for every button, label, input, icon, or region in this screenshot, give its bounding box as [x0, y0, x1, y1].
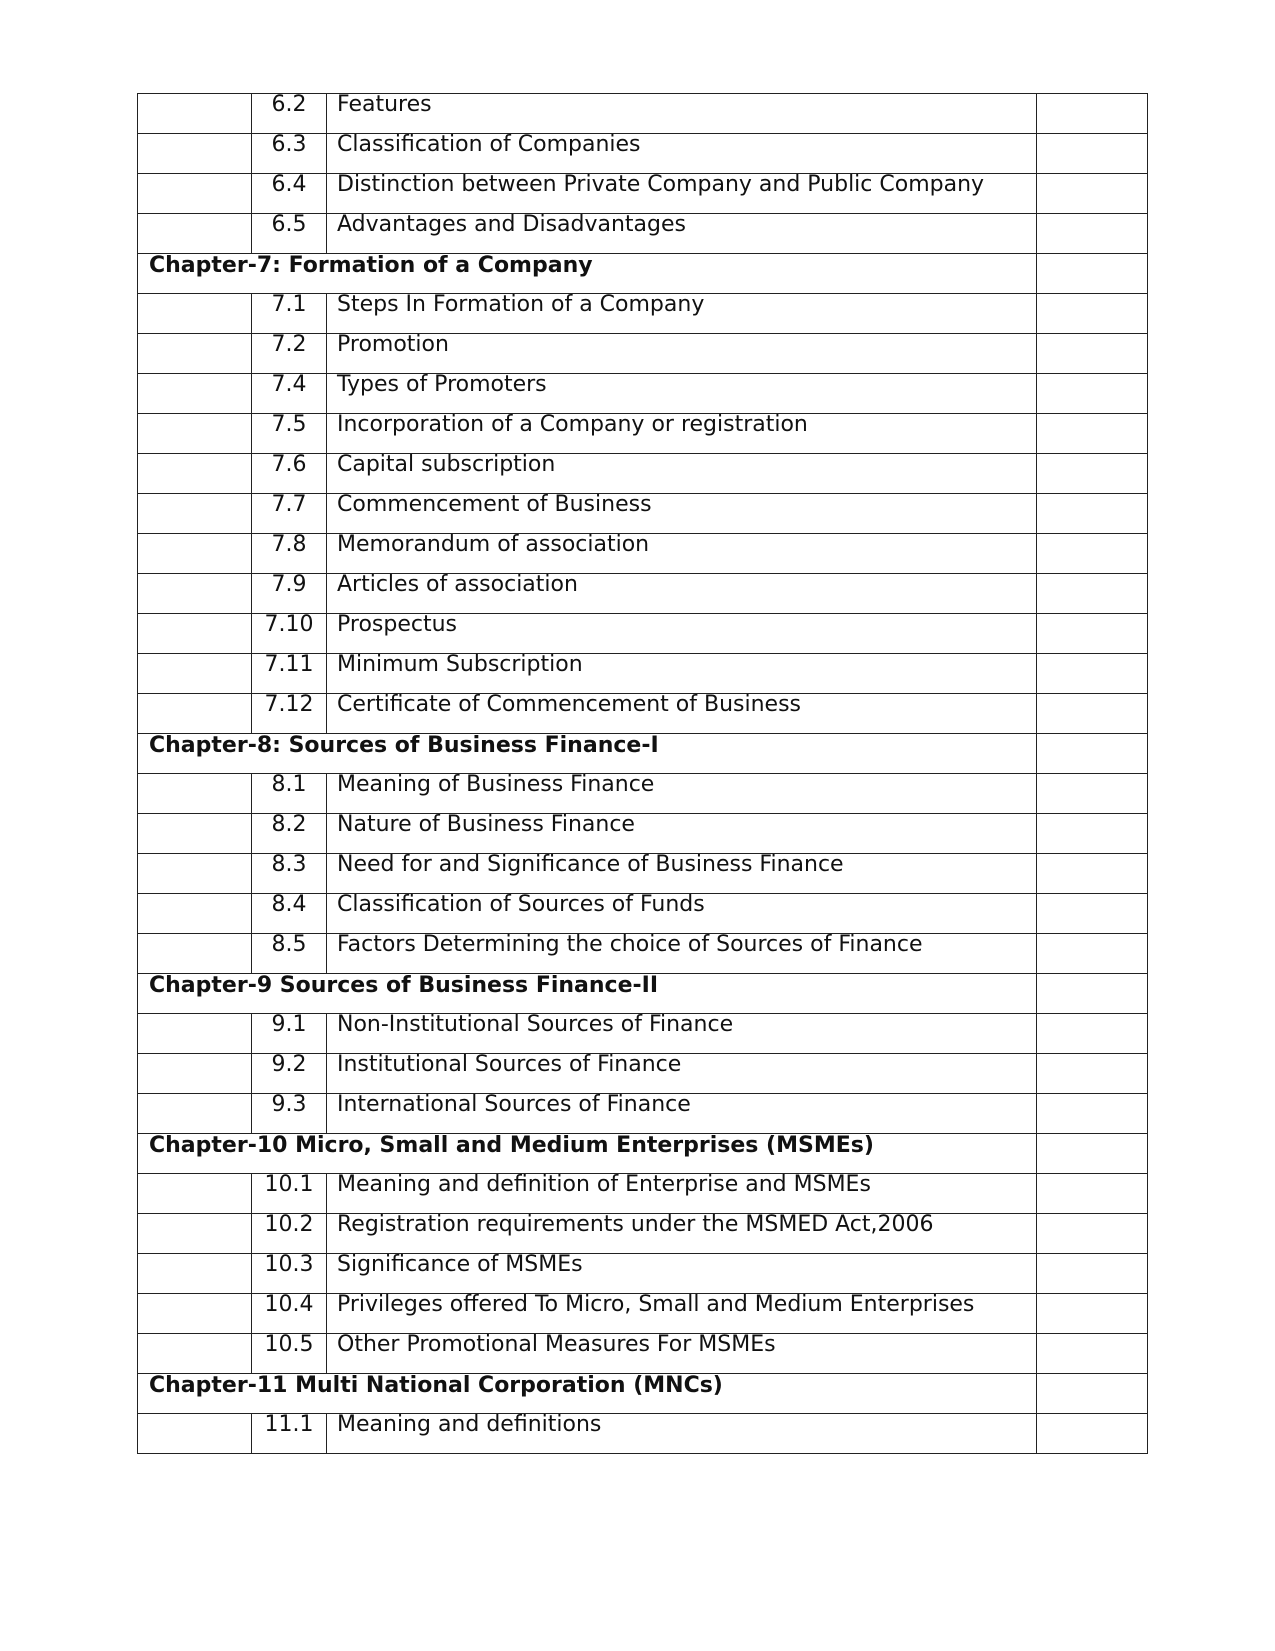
topic-cell [327, 814, 1037, 854]
blank-cell-right [1037, 574, 1148, 614]
blank-cell-left [138, 374, 252, 414]
topic-cell [327, 774, 1037, 814]
section-number: 6.3 [271, 133, 307, 157]
section-number: 6.2 [271, 93, 307, 117]
topic-text: Steps In Formation of a Company [337, 293, 705, 317]
section-number-cell [252, 574, 327, 614]
blank-cell-left [138, 214, 252, 254]
blank-cell-right [1037, 1294, 1148, 1334]
section-number: 10.4 [264, 1293, 314, 1317]
topic-cell [327, 694, 1037, 734]
section-number-cell [252, 1214, 327, 1254]
section-number: 11.1 [264, 1413, 314, 1437]
blank-cell-left [138, 454, 252, 494]
blank-cell-right [1037, 1254, 1148, 1294]
table-row [138, 174, 1148, 214]
topic-text: Meaning and definitions [337, 1413, 602, 1437]
blank-cell-left [138, 1294, 252, 1334]
topic-cell [327, 934, 1037, 974]
section-number-cell [252, 894, 327, 934]
table-row [138, 1054, 1148, 1094]
topic-text: Types of Promoters [337, 373, 547, 397]
blank-cell-right [1037, 374, 1148, 414]
topic-text: Prospectus [337, 613, 457, 637]
topic-text: Promotion [337, 333, 449, 357]
blank-cell-left [138, 174, 252, 214]
chapter-heading-row [138, 974, 1148, 1014]
blank-cell-right [1037, 174, 1148, 214]
section-number: 7.2 [271, 333, 307, 357]
section-number-cell [252, 414, 327, 454]
blank-cell-left [138, 134, 252, 174]
topic-cell [327, 1294, 1037, 1334]
chapter-title [138, 254, 1037, 294]
section-number-cell [252, 214, 327, 254]
blank-cell-right [1037, 1174, 1148, 1214]
section-number-cell [252, 854, 327, 894]
blank-cell-right [1037, 1214, 1148, 1254]
table-row [138, 534, 1148, 574]
blank-cell-right [1037, 494, 1148, 534]
blank-cell-right [1037, 1094, 1148, 1134]
section-number: 7.5 [271, 413, 307, 437]
topic-text: Distinction between Private Company and Public Company [337, 173, 985, 197]
table-row [138, 334, 1148, 374]
table-row [138, 294, 1148, 334]
blank-cell-left [138, 94, 252, 134]
blank-cell-left [138, 1414, 252, 1454]
topic-text: Articles of association [337, 573, 578, 597]
blank-cell-left [138, 934, 252, 974]
topic-text: Other Promotional Measures For MSMEs [337, 1333, 776, 1357]
table-row [138, 854, 1148, 894]
blank-cell-left [138, 654, 252, 694]
section-number: 7.1 [271, 293, 307, 317]
topic-cell [327, 894, 1037, 934]
section-number-cell [252, 1254, 327, 1294]
topic-text: Institutional Sources of Finance [337, 1053, 682, 1077]
chapter-title [138, 974, 1037, 1014]
table-row [138, 414, 1148, 454]
blank-cell-left [138, 494, 252, 534]
blank-cell-left [138, 1334, 252, 1374]
section-number-cell [252, 694, 327, 734]
topic-cell [327, 574, 1037, 614]
chapter-heading-row [138, 734, 1148, 774]
table-row [138, 94, 1148, 134]
chapter-heading-row [138, 1374, 1148, 1414]
table-row [138, 894, 1148, 934]
topic-text: Meaning and definition of Enterprise and MSMEs [337, 1173, 871, 1197]
section-number-cell [252, 1294, 327, 1334]
topic-cell [327, 1054, 1037, 1094]
topic-text: Commencement of Business [337, 493, 652, 517]
syllabus-table [137, 93, 1148, 1454]
section-number-cell [252, 174, 327, 214]
topic-cell [327, 454, 1037, 494]
section-number: 10.2 [264, 1213, 314, 1237]
chapter-heading-row [138, 1134, 1148, 1174]
table-row [138, 1294, 1148, 1334]
table-row [138, 374, 1148, 414]
section-number: 8.5 [271, 933, 307, 957]
section-number-cell [252, 534, 327, 574]
table-row [138, 934, 1148, 974]
blank-cell-left [138, 1094, 252, 1134]
topic-cell [327, 1414, 1037, 1454]
section-number: 7.9 [271, 573, 307, 597]
blank-cell-right [1037, 934, 1148, 974]
section-number: 10.5 [264, 1333, 314, 1357]
topic-cell [327, 174, 1037, 214]
section-number: 9.2 [271, 1053, 307, 1077]
table-row [138, 1214, 1148, 1254]
section-number: 7.10 [264, 613, 314, 637]
blank-cell-right [1037, 1374, 1148, 1414]
topic-cell [327, 1094, 1037, 1134]
table-row [138, 1174, 1148, 1214]
table-row [138, 1094, 1148, 1134]
blank-cell-left [138, 334, 252, 374]
section-number: 7.7 [271, 493, 307, 517]
topic-cell [327, 614, 1037, 654]
table-row [138, 1254, 1148, 1294]
section-number: 8.2 [271, 813, 307, 837]
section-number-cell [252, 374, 327, 414]
section-number: 10.1 [264, 1173, 314, 1197]
blank-cell-right [1037, 1414, 1148, 1454]
topic-text: International Sources of Finance [337, 1093, 691, 1117]
chapter-heading-row [138, 254, 1148, 294]
blank-cell-left [138, 694, 252, 734]
topic-cell [327, 1334, 1037, 1374]
blank-cell-right [1037, 974, 1148, 1014]
section-number: 7.4 [271, 373, 307, 397]
section-number-cell [252, 654, 327, 694]
blank-cell-right [1037, 1054, 1148, 1094]
section-number-cell [252, 774, 327, 814]
section-number-cell [252, 454, 327, 494]
table-row [138, 574, 1148, 614]
topic-cell [327, 534, 1037, 574]
blank-cell-left [138, 1014, 252, 1054]
blank-cell-left [138, 894, 252, 934]
section-number-cell [252, 1054, 327, 1094]
blank-cell-right [1037, 654, 1148, 694]
topic-text: Factors Determining the choice of Sources of Finance [337, 933, 923, 957]
blank-cell-left [138, 1254, 252, 1294]
blank-cell-right [1037, 294, 1148, 334]
section-number: 6.4 [271, 173, 307, 197]
section-number-cell [252, 934, 327, 974]
blank-cell-left [138, 574, 252, 614]
chapter-title-text: Chapter-9 Sources of Business Finance-II [149, 973, 659, 998]
blank-cell-right [1037, 734, 1148, 774]
table-row [138, 1414, 1148, 1454]
blank-cell-left [138, 294, 252, 334]
topic-text: Nature of Business Finance [337, 813, 635, 837]
topic-cell [327, 854, 1037, 894]
table-row [138, 694, 1148, 734]
chapter-title-text: Chapter-11 Multi National Corporation (MNCs) [149, 1373, 723, 1398]
blank-cell-left [138, 1174, 252, 1214]
section-number-cell [252, 1334, 327, 1374]
syllabus-table-body [138, 94, 1148, 1454]
blank-cell-right [1037, 534, 1148, 574]
section-number: 7.11 [264, 653, 314, 677]
section-number-cell [252, 494, 327, 534]
topic-cell [327, 1014, 1037, 1054]
topic-cell [327, 374, 1037, 414]
table-row [138, 614, 1148, 654]
blank-cell-left [138, 414, 252, 454]
table-row [138, 134, 1148, 174]
table-row [138, 774, 1148, 814]
topic-text: Registration requirements under the MSMED Act,2006 [337, 1213, 934, 1237]
topic-text: Advantages and Disadvantages [337, 213, 686, 237]
section-number: 6.5 [271, 213, 307, 237]
topic-cell [327, 654, 1037, 694]
blank-cell-left [138, 774, 252, 814]
table-row [138, 494, 1148, 534]
table-row [138, 214, 1148, 254]
section-number-cell [252, 1094, 327, 1134]
topic-text: Minimum Subscription [337, 653, 583, 677]
topic-text: Capital subscription [337, 453, 556, 477]
section-number: 8.3 [271, 853, 307, 877]
blank-cell-right [1037, 1134, 1148, 1174]
blank-cell-right [1037, 214, 1148, 254]
table-row [138, 454, 1148, 494]
topic-text: Classification of Companies [337, 133, 641, 157]
blank-cell-right [1037, 814, 1148, 854]
topic-text: Classification of Sources of Funds [337, 893, 705, 917]
topic-text: Features [337, 93, 432, 117]
section-number: 10.3 [264, 1253, 314, 1277]
table-row [138, 654, 1148, 694]
section-number: 7.12 [264, 693, 314, 717]
section-number: 9.3 [271, 1093, 307, 1117]
section-number-cell [252, 334, 327, 374]
topic-cell [327, 494, 1037, 534]
topic-text: Significance of MSMEs [337, 1253, 583, 1277]
blank-cell-right [1037, 94, 1148, 134]
section-number-cell [252, 1414, 327, 1454]
topic-cell [327, 134, 1037, 174]
blank-cell-right [1037, 1334, 1148, 1374]
section-number: 9.1 [271, 1013, 307, 1037]
section-number: 8.4 [271, 893, 307, 917]
chapter-title [138, 734, 1037, 774]
topic-text: Certificate of Commencement of Business [337, 693, 801, 717]
topic-text: Non-Institutional Sources of Finance [337, 1013, 734, 1037]
section-number-cell [252, 1014, 327, 1054]
topic-text: Need for and Significance of Business Finance [337, 853, 844, 877]
blank-cell-right [1037, 894, 1148, 934]
section-number-cell [252, 1174, 327, 1214]
topic-cell [327, 214, 1037, 254]
topic-cell [327, 1214, 1037, 1254]
topic-cell [327, 334, 1037, 374]
blank-cell-right [1037, 334, 1148, 374]
blank-cell-left [138, 614, 252, 654]
chapter-title-text: Chapter-8: Sources of Business Finance-I [149, 733, 659, 758]
chapter-title-text: Chapter-7: Formation of a Company [149, 253, 593, 278]
section-number-cell [252, 814, 327, 854]
topic-text: Privileges offered To Micro, Small and Medium Enterprises [337, 1293, 975, 1317]
blank-cell-left [138, 1214, 252, 1254]
blank-cell-left [138, 814, 252, 854]
blank-cell-right [1037, 1014, 1148, 1054]
chapter-title [138, 1134, 1037, 1174]
table-row [138, 814, 1148, 854]
blank-cell-right [1037, 774, 1148, 814]
blank-cell-right [1037, 454, 1148, 494]
topic-text: Incorporation of a Company or registration [337, 413, 808, 437]
blank-cell-left [138, 1054, 252, 1094]
blank-cell-right [1037, 694, 1148, 734]
topic-text: Meaning of Business Finance [337, 773, 655, 797]
table-row [138, 1334, 1148, 1374]
blank-cell-left [138, 854, 252, 894]
blank-cell-right [1037, 854, 1148, 894]
chapter-title [138, 1374, 1037, 1414]
table-row [138, 1014, 1148, 1054]
blank-cell-right [1037, 134, 1148, 174]
blank-cell-right [1037, 614, 1148, 654]
topic-cell [327, 1174, 1037, 1214]
section-number-cell [252, 294, 327, 334]
topic-cell [327, 414, 1037, 454]
section-number-cell [252, 614, 327, 654]
section-number: 7.8 [271, 533, 307, 557]
section-number-cell [252, 94, 327, 134]
section-number: 7.6 [271, 453, 307, 477]
blank-cell-right [1037, 254, 1148, 294]
topic-cell [327, 94, 1037, 134]
topic-cell [327, 294, 1037, 334]
blank-cell-left [138, 534, 252, 574]
topic-text: Memorandum of association [337, 533, 650, 557]
chapter-title-text: Chapter-10 Micro, Small and Medium Enterprises (MSMEs) [149, 1133, 874, 1158]
section-number: 8.1 [271, 773, 307, 797]
blank-cell-right [1037, 414, 1148, 454]
topic-cell [327, 1254, 1037, 1294]
section-number-cell [252, 134, 327, 174]
